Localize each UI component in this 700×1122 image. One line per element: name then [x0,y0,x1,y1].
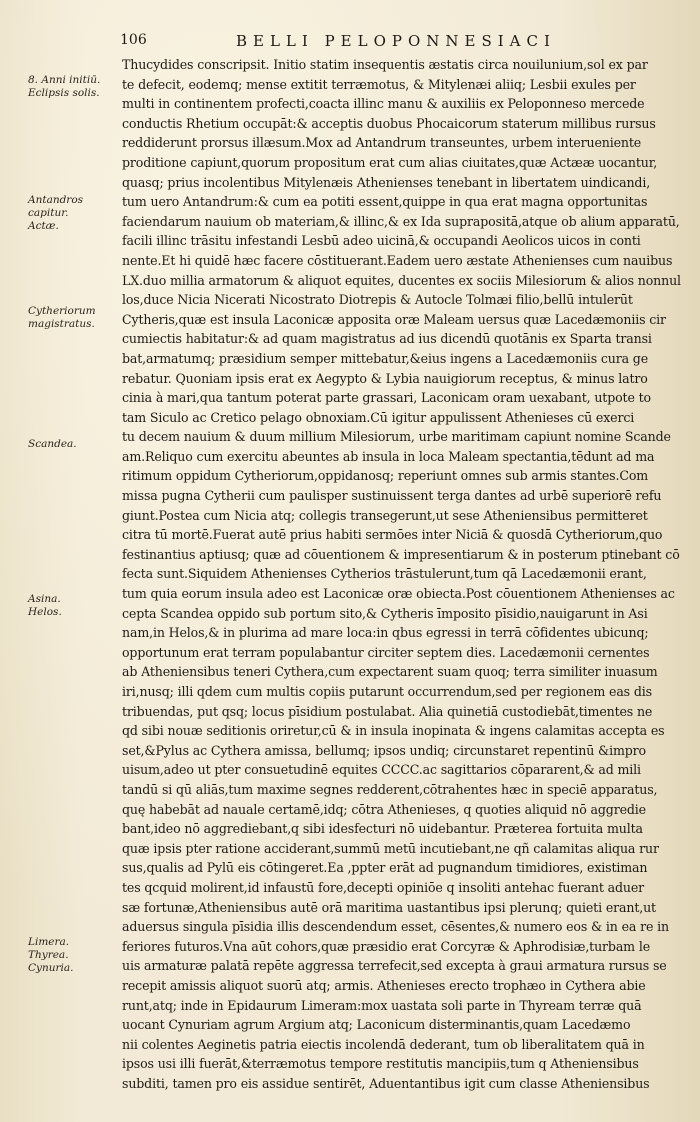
text-line: multi in continentem profecti,coacta illinc manu & auxiliis ex Peloponneso mercede [122,96,645,112]
margin-note-line: Antandros [28,194,84,206]
text-line: tum quia eorum insula adeo est Laconicæ oræ obiecta.Post cōuentionem Athenienses ac [122,586,675,602]
text-line: quasq; prius incolentibus Mitylenæis Athenienses tenebant in libertatem uindicandi, [122,174,651,190]
text-line: reddiderunt prorsus illæsum.Mox ad Antandrum transeuntes, urbem interueniente [122,135,642,151]
text-line: quę habebāt ad nauale certamē,idq; cōtra Athenieses, q quoties aliquid nō aggredie [122,801,646,817]
text-line: cinia à mari,qua tantum poterat parte grassari, Laconicam oram uexabant, utpote to [122,390,651,406]
text-line: quæ ipsis pter ratione acciderant,summū metū incutiebant,ne qñ calamitas aliqua rur [122,840,659,856]
note-scandea [28,438,118,451]
text-line: rebatur. Quoniam ipsis erat ex Aegypto & Lybia nauigiorum receptus, & minus latro [122,370,648,386]
text-line: iri,nusq; illi qdem cum multis copiis putarunt occurrendum,sed per regionem eas dis [122,684,652,699]
text-line: te defecit, eodemq; mense extitit terræmotus, & Mitylenæi aliiq; Lesbii exules per [122,76,636,92]
text-line: cumiectis habitatur:& ad quam magistratus ad ius dicendū quotānis ex Sparta transi [122,331,652,347]
text-line: bat,armatumq; præsidium semper mittebatur,&eius ingens a Lacedæmoniis cura ge [122,350,649,366]
text-line: nam,in Helos,& in plurima ad mare loca:in qbus egressi in terrā cōfidentes ubicunq; [122,625,649,641]
text-line: nii colentes Aeginetis patria eiectis incolendā dederant, tum ob liberalitatem quā in [122,1036,645,1052]
margin-note-line: Cynuria. [28,962,74,974]
text-line: tribuendas, put qsq; locus pīsidium postulabat. Alia quinetiā custodiebāt,timentes ne [122,703,653,719]
text-line: citra tū mortē.Fuerat autē prius habiti sermōes inter Niciā & quosdā Cytheriorum,quo [122,527,663,543]
text-line: tu decem nauium & duum millium Milesiorum, urbe maritimam capiunt nomine Scande [122,429,671,445]
text-line: los,duce Nicia Nicerati Nicostrato Diotrepis & Autocle Tolmæi filio,bellū intulerūt [122,292,633,308]
main-text-column [122,55,682,1093]
text-line: Cytheris,quæ est insula Laconicæ apposita oræ Maleam uersus quæ Lacedæmoniis cir [122,311,666,327]
margin-note-line: capitur. [28,207,69,219]
text-line: faciendarum nauium ob materiam,& illinc,& ex Ida suprapositā,atque ob alium apparatū, [122,213,680,229]
margin-note-line: Asina. [28,593,61,605]
text-line: tandū si qū aliās,tum maxime segnes redderent,cōtrahentes hæc in speciē apparatus, [122,781,658,797]
note-limera [28,936,118,975]
margin-notes [28,0,120,1122]
text-line: uis armaturæ palatā repēte aggressa terrefecit,sed excepta à graui armatura rursus se [122,958,667,974]
margin-note-line: Actæ. [28,220,59,232]
text-line: conductis Rhetium occupāt:& acceptis duobus Phocaicorum staterum millibus rursus [122,115,656,131]
note-asina [28,593,118,619]
text-line: tam Siculo ac Cretico pelago obnoxiam.Cū igitur appulissent Athenieses cū exerci [122,409,635,425]
text-line: am.Reliquo cum exercitu abeuntes ab insula in loca Maleam spectantia,tēdunt ad ma [122,448,655,464]
running-head [120,32,680,54]
text-line: facili illinc trāsitu infestandi Lesbū adeo uicinā,& occupandi Aeolicos uicos in conti [122,233,641,249]
text-line: subditi, tamen pro eis assidue sentirēt, Aduentantibus igit cum classe Atheniensibus [122,1075,650,1091]
text-line: aduersus singula pīsidia illis descendendum esset, cēsentes,& numero eos & in ea re in [122,919,669,935]
running-title: BELLI PELOPONNESIACI [236,32,556,50]
text-line: tum uero Antandrum:& cum ea potiti essent,quippe in qua erat magna opportunitas [122,194,648,210]
text-line: proditione capiunt,quorum propositum erat cum alias ciuitates,quæ Actææ uocantur, [122,154,658,170]
text-line: tes qcquid molirent,id infaustū fore,decepti opiniōe q insoliti antehac fuerant aduer [122,879,645,895]
margin-note-line: Limera. [28,936,70,948]
text-line: Thucydides conscripsit. Initio statim insequentis æstatis circa nouilunium,sol ex par [122,57,648,72]
text-line: LX.duo millia armatorum & aliquot equites, ducentes ex sociis Milesiorum & alios nonnul [122,272,681,288]
margin-note-line: 8. Anni initiū. [28,74,101,86]
text-line: fecta sunt.Siquidem Athenienses Cytherios trāstulerunt,tum qā Lacedæmonii erant, [122,566,647,582]
page-number: 106 [120,32,147,48]
text-line: sæ fortunæ,Atheniensibus autē orā maritima uastantibus ipsi plerunq; quieti erant,ut [122,899,656,915]
text-line: uisum,adeo ut pter consuetudinē equites CCCC.ac sagittarios cōpararent,& ad mili [122,762,641,778]
text-line: opportunum erat terram populabantur circiter septem dies. Lacedæmonii cernentes [122,644,650,660]
note-annus [28,74,118,100]
margin-note-line: Scandea. [28,438,77,450]
text-line: cepta Scandea oppido sub portum sito,& Cytheris īmposito pīsidio,nauigarunt in Asi [122,605,648,621]
text-line: bant,ideo nō aggrediebant,q sibi idesfecturi nō uidebantur. Præterea fortuita multa [122,821,643,837]
text-line: recepit amissis aliquot suorū atq; armis. Athenieses erecto trophæo in Cythera abie [122,977,646,993]
text-line: festinantius aptiusq; quæ ad cōuentionem & impresentiarum & in posterum ptinebant cō [122,546,680,562]
text-line: ipsos usi illi fuerāt,&terræmotus tempore restitutis mancipiis,tum q Atheniensibus [122,1056,639,1072]
text-line: missa pugna Cytherii cum paulisper sustinuissent terga dantes ad urbē superiorē refu [122,488,662,504]
note-cytheriorum [28,305,118,331]
margin-note-line: magistratus. [28,318,95,330]
text-line: set,&Pylus ac Cythera amissa, bellumq; ipsos undiq; circunstaret repentinū &impro [122,742,646,758]
text-line: qd sibi nouæ seditionis oriretur,cū & in insula inopinata & ingens calamitas accepta es [122,723,665,739]
text-line: giunt.Postea cum Nicia atq; collegis transegerunt,ut sese Atheniensibus permitteret [122,507,648,523]
margin-note-line: Helos. [28,606,62,618]
margin-note-line: Thyrea. [28,949,69,961]
text-line: uocant Cynuriam agrum Argium atq; Laconicum disterminantis,quam Lacedæmo [122,1017,631,1033]
margin-note-line: Eclipsis solis. [28,87,100,99]
margin-note-line: Cytheriorum [28,305,96,317]
text-line: sus,qualis ad Pylū eis cōtingeret.Ea ,ppter erāt ad pugnandum timidiores, existiman [122,860,648,876]
text-line: runt,atq; inde in Epidaurum Limeram:mox uastata soli parte in Thyream terræ quā [122,997,642,1013]
text-line: nente.Et hi quidē hæc facere cōstituerant.Eadem uero æstate Athenienses cum nauibus [122,252,673,268]
text-line: ab Atheniensibus teneri Cythera,cum expectarent suam quoq; terra similiter inuasum [122,664,658,680]
note-antandros [28,194,118,233]
text-line: feriores futuros.Vna aūt cohors,quæ præsidio erat Corcyræ & Aphrodisiæ,turbam le [122,938,651,954]
text-line: ritimum oppidum Cytheriorum,oppidanosq; reperiunt omnes sub armis stantes.Com [122,468,649,484]
